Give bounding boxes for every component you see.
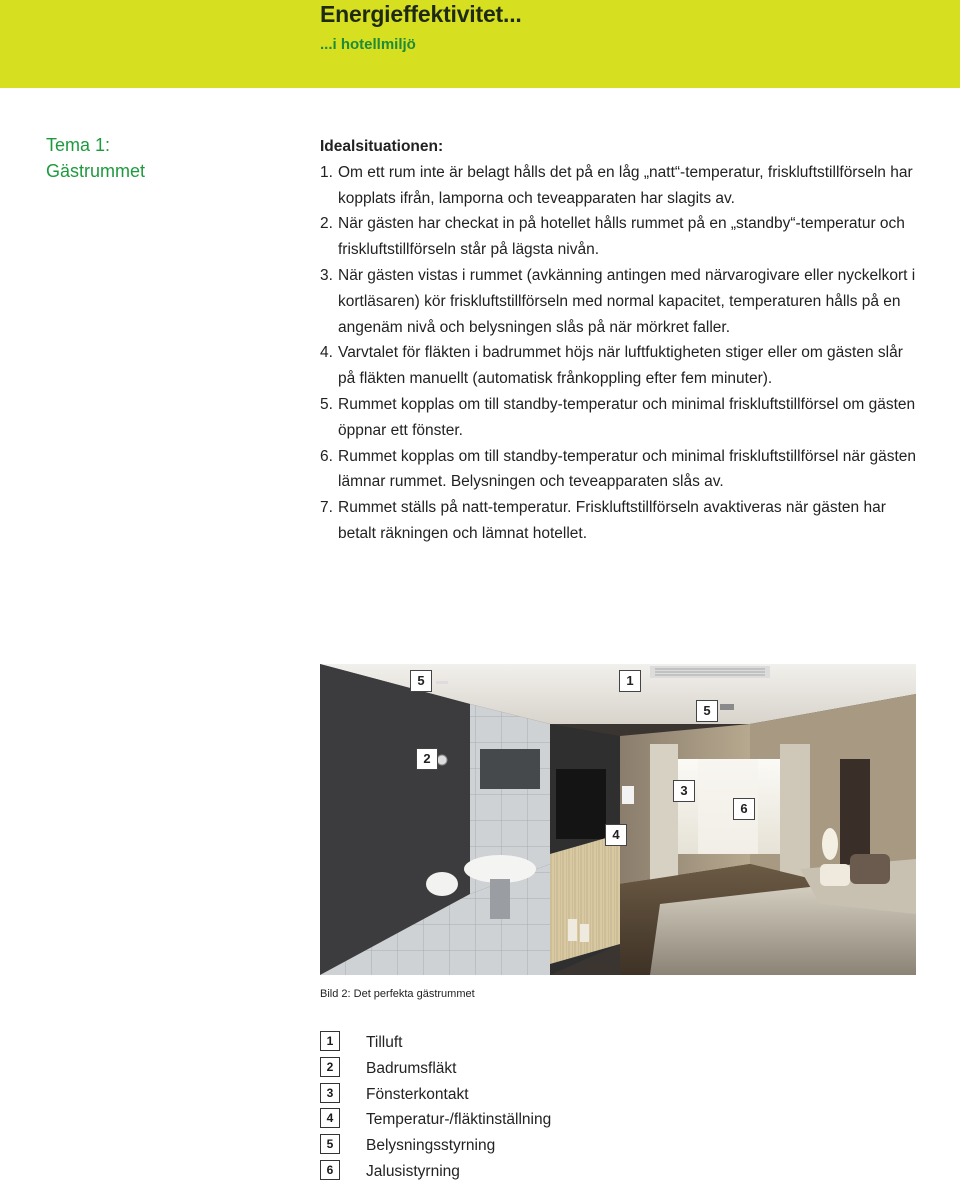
list-item (320, 392, 920, 444)
marker-5-bathroom-light: 5 (410, 670, 432, 692)
item-number: 1. (320, 163, 333, 181)
list-item (320, 495, 920, 547)
item-number: 2. (320, 215, 333, 233)
legend-label: Jalusistyrning (366, 1162, 460, 1180)
legend-number: 2 (320, 1057, 340, 1077)
list-item (320, 340, 920, 392)
list-item (320, 211, 920, 263)
legend-label: Temperatur-/fläktinställning (366, 1111, 552, 1129)
marker-6-blind-control: 6 (733, 798, 755, 820)
list-item (320, 444, 920, 496)
room-illustration (320, 664, 916, 975)
list-item (320, 160, 920, 212)
page-subtitle: ...i hotellmiljö (320, 36, 416, 53)
legend-label: Belysningsstyrning (366, 1137, 496, 1155)
scenario-list (320, 160, 920, 547)
legend-label: Tilluft (366, 1034, 403, 1051)
hotel-room-photo (320, 664, 916, 975)
legend-number: 1 (320, 1031, 340, 1051)
item-text: När gästen vistas i rummet (avkänning antingen med närvarogivare eller nyckelkort i kortläsaren) kör friskluftstillförseln med normal kapacitet, temperaturen hålls på en angenäm nivå och belysningen slås på när mörkret faller. (338, 266, 916, 336)
item-text: Om ett rum inte är belagt hålls det på en låg „natt“-temperatur, friskluftstillförseln har kopplats ifrån, lamporna och teveapparaten har slagits av. (338, 163, 913, 207)
theme-number: Tema 1: (46, 135, 111, 155)
item-text: Rummet kopplas om till standby-temperatur och minimal friskluftstillförsel om gästen öppnar ett fönster. (338, 395, 916, 439)
item-number: 3. (320, 266, 333, 284)
marker-4-thermostat: 4 (605, 824, 627, 846)
legend-number: 5 (320, 1134, 340, 1154)
item-number: 5. (320, 395, 333, 413)
marker-3-window-contact: 3 (673, 780, 695, 802)
legend-number: 6 (320, 1160, 340, 1180)
marker-1-supply-air: 1 (619, 670, 641, 692)
marker-5-room-light: 5 (696, 700, 718, 722)
section-lead: Idealsituationen: (320, 138, 444, 155)
page-header (0, 0, 960, 88)
legend-label: Badrumsfläkt (366, 1059, 457, 1077)
theme-heading (46, 132, 145, 184)
legend-number: 4 (320, 1108, 340, 1128)
item-text: Rummet kopplas om till standby-temperatur och minimal friskluftstillförsel när gästen lämnar rummet. Belysningen och teveapparaten slås av. (338, 447, 917, 491)
item-number: 6. (320, 447, 333, 465)
main-content (320, 134, 920, 547)
page-title: Energieffektivitet... (320, 1, 522, 27)
theme-name: Gästrummet (46, 161, 146, 181)
item-number: 7. (320, 499, 333, 517)
item-text: När gästen har checkat in på hotellet hålls rummet på en „standby“-temperatur och friskluftstillförseln står på lägsta nivån. (338, 215, 905, 259)
legend-label: Fönsterkontakt (366, 1085, 469, 1103)
item-number: 4. (320, 344, 333, 362)
list-item (320, 263, 920, 340)
marker-2-bathroom-fan: 2 (416, 748, 438, 770)
photo-caption: Bild 2: Det perfekta gästrummet (320, 988, 475, 1000)
legend-number: 3 (320, 1083, 340, 1103)
item-text: Rummet ställs på natt-temperatur. Friskluftstillförseln avaktiveras när gästen har betalt räkningen och lämnat hotellet. (338, 499, 886, 542)
item-text: Varvtalet för fläkten i badrummet höjs när luftfuktigheten stiger eller om gästen slår på fläkten manuellt (automatisk frånkoppling efter fem minuter). (338, 344, 903, 388)
